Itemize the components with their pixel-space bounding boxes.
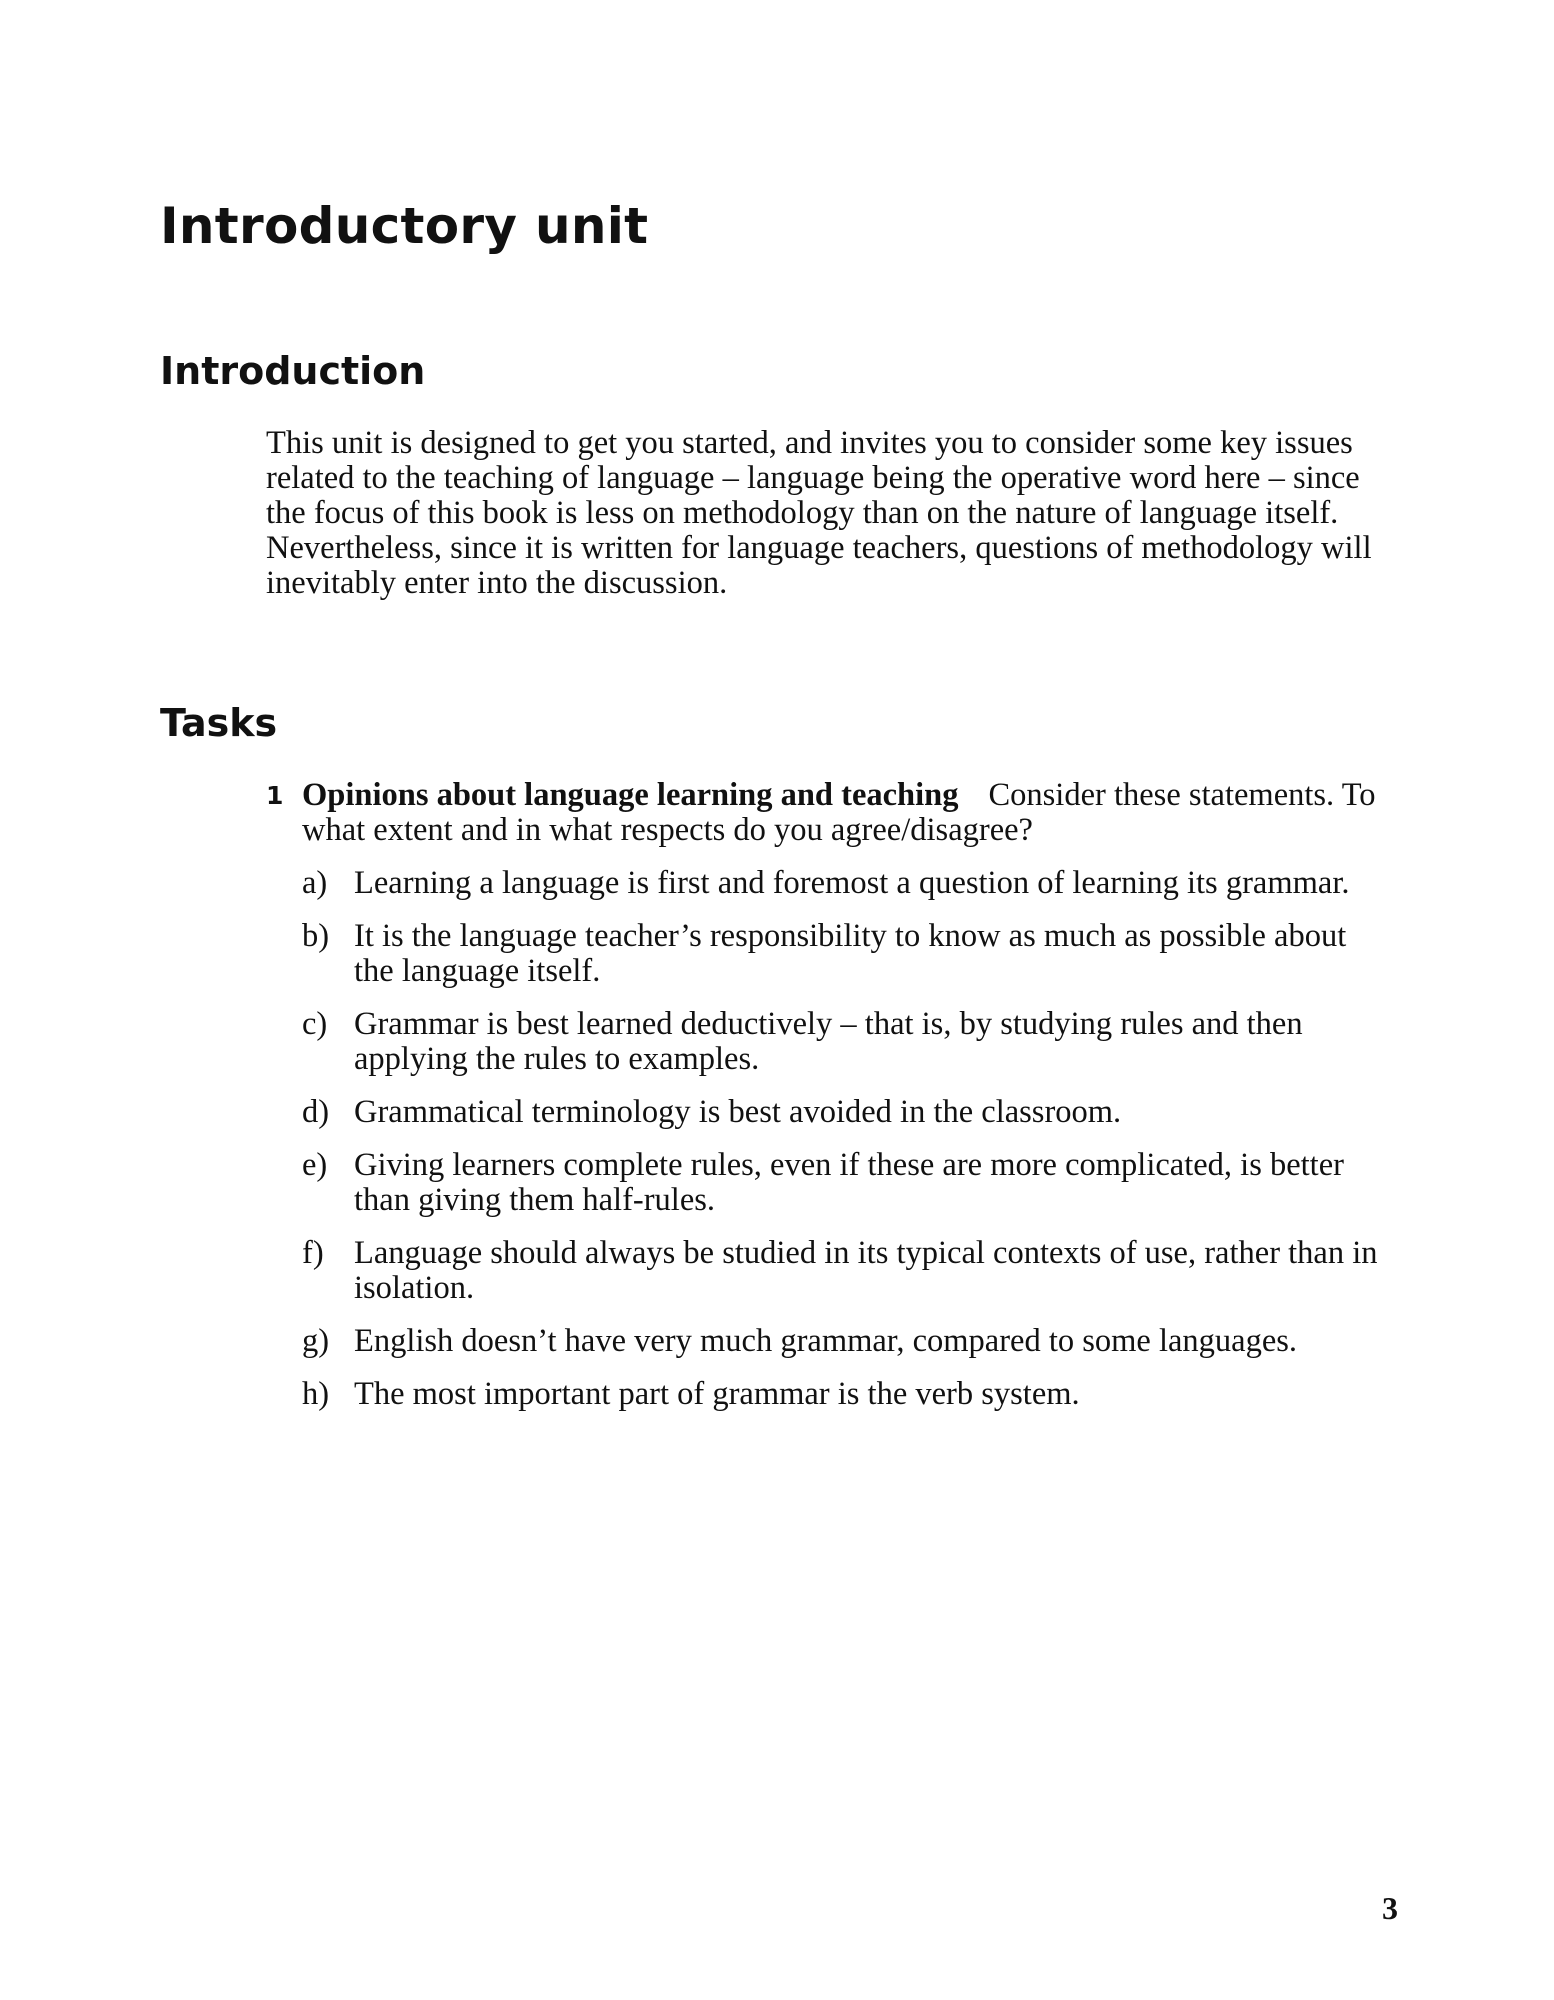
task-1 [266, 778, 1386, 1430]
statement-letter: a) [302, 865, 328, 901]
statement-letter: b) [302, 918, 330, 954]
introduction-paragraph: This unit is designed to get you started, and invites you to consider some key issues related to the teaching of language – language being the operative word here – since the focus of this book is less on methodology than on the nature of language itself. Nevertheless, since it is written for language teachers, questions of methodology will inevitably enter into the discussion. [266, 425, 1372, 601]
page-number: 3 [1382, 1890, 1398, 1926]
statement-text: Giving learners complete rules, even if these are more complicated, is better than giving them half-rules. [354, 1147, 1344, 1218]
statement-item-a [302, 866, 1386, 901]
task-statement [302, 778, 1386, 848]
statement-text: Language should always be studied in its typical contexts of use, rather than in isolation. [354, 1235, 1378, 1306]
tasks-heading: Tasks [160, 701, 278, 745]
task-number: 1 [266, 781, 284, 810]
task-prompt: Consider these statements. To what extent and in what respects do you agree/disagree? [302, 777, 1376, 848]
statement-item-h [302, 1377, 1386, 1412]
task-title: Opinions about language learning and teaching [302, 777, 959, 813]
statement-text: Grammar is best learned deductively – that is, by studying rules and then applying the rules to examples. [354, 1006, 1303, 1077]
statement-text: Grammatical terminology is best avoided in the classroom. [354, 1094, 1122, 1130]
statement-item-b [302, 919, 1386, 989]
statement-item-g [302, 1324, 1386, 1359]
statement-text: Learning a language is first and foremost a question of learning its grammar. [354, 865, 1350, 901]
introduction-heading: Introduction [160, 349, 426, 393]
statement-item-d [302, 1095, 1386, 1130]
statement-letter: f) [302, 1235, 324, 1271]
statement-list [302, 866, 1386, 1412]
statement-letter: c) [302, 1006, 328, 1042]
statement-text: The most important part of grammar is the verb system. [354, 1376, 1080, 1412]
statement-item-f [302, 1236, 1386, 1306]
statement-item-e [302, 1148, 1386, 1218]
statement-letter: h) [302, 1376, 330, 1412]
statement-text: It is the language teacher’s responsibility to know as much as possible about the language itself. [354, 918, 1347, 989]
statement-item-c [302, 1007, 1386, 1077]
statement-text: English doesn’t have very much grammar, compared to some languages. [354, 1323, 1298, 1359]
statement-letter: d) [302, 1094, 330, 1130]
statement-letter: g) [302, 1323, 330, 1359]
statement-letter: e) [302, 1147, 328, 1183]
unit-title: Introductory unit [160, 197, 649, 255]
